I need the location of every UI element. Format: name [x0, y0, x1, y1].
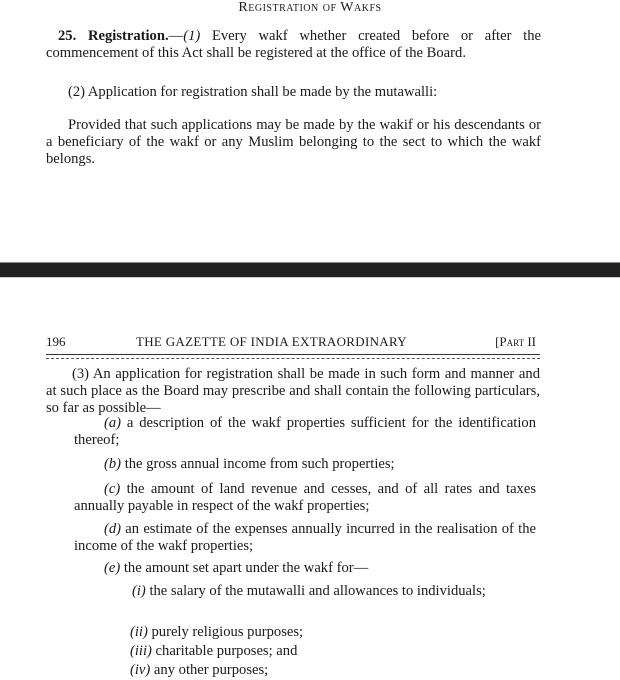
clause-text: a description of the wakf properties sufficient for the identification thereof;	[74, 415, 537, 448]
clause-d	[74, 521, 536, 555]
clause-marker: (d)	[104, 521, 122, 537]
page-number: 196	[46, 334, 66, 349]
running-head: Registration of Wakfs	[238, 0, 382, 15]
gazette-title: THE GAZETTE OF INDIA EXTRAORDINARY	[136, 334, 407, 349]
subclause-text: any other purposes;	[153, 662, 269, 678]
subclause-text: charitable purposes; and	[155, 643, 298, 659]
clause-e	[104, 560, 544, 577]
clause-text: an estimate of the expenses annually incurred in the realisation of the income of the wakf properties;	[74, 521, 536, 554]
clause-marker: (a)	[104, 415, 122, 431]
subclause-marker: (iv)	[130, 662, 151, 678]
gazette-header	[46, 334, 540, 350]
clause-text: the amount set apart under the wakf for—	[123, 560, 369, 576]
subclause-iv	[130, 662, 530, 679]
subclause-iii	[130, 643, 530, 660]
subclause-marker: (ii)	[130, 624, 148, 640]
section-25-subsection-1	[46, 28, 541, 62]
subclause-ii	[130, 624, 530, 641]
subsection-3: (3) An application for registration shall be made in such form and manner and at such place as the Board may prescribe and shall contain the following particulars, so far as possible—	[46, 366, 540, 416]
clause-a	[74, 415, 536, 449]
subclause-text: the salary of the mutawalli and allowances to individuals;	[149, 583, 486, 599]
section-title: Registration.	[87, 28, 169, 44]
clause-marker: (c)	[104, 481, 121, 497]
subclause-marker: (iii)	[130, 643, 152, 659]
clause-marker: (b)	[104, 456, 122, 472]
subclause-marker: (i)	[132, 583, 146, 599]
em-dash: —	[168, 28, 184, 44]
subclause-text: purely religious purposes;	[151, 624, 304, 640]
clause-text: the amount of land revenue and cesses, and of all rates and taxes annually payable in respect of the wakf properties;	[74, 481, 536, 514]
clause-marker: (e)	[104, 560, 121, 576]
header-rule	[46, 354, 540, 359]
subsection-1-marker: (1)	[183, 28, 201, 44]
page-divider	[0, 262, 620, 278]
subclause-i	[100, 583, 536, 600]
subsection-2: (2) Application for registration shall be made by the mutawalli:	[68, 84, 438, 100]
page-top	[0, 0, 620, 262]
clause-b	[104, 456, 544, 473]
section-number: 25.	[58, 28, 77, 44]
subsection-1-text: Every wakf whether created before or after the commencement of this Act shall be registered at the office of the Board.	[46, 28, 541, 61]
part-label: [Part II	[495, 334, 536, 349]
clause-c	[74, 481, 536, 515]
proviso: Provided that such applications may be made by the wakif or his descendants or a beneficiary of the wakf or any Muslim belonging to the sect to which the wakf belongs.	[46, 117, 541, 167]
clause-text: the gross annual income from such properties;	[124, 456, 395, 472]
